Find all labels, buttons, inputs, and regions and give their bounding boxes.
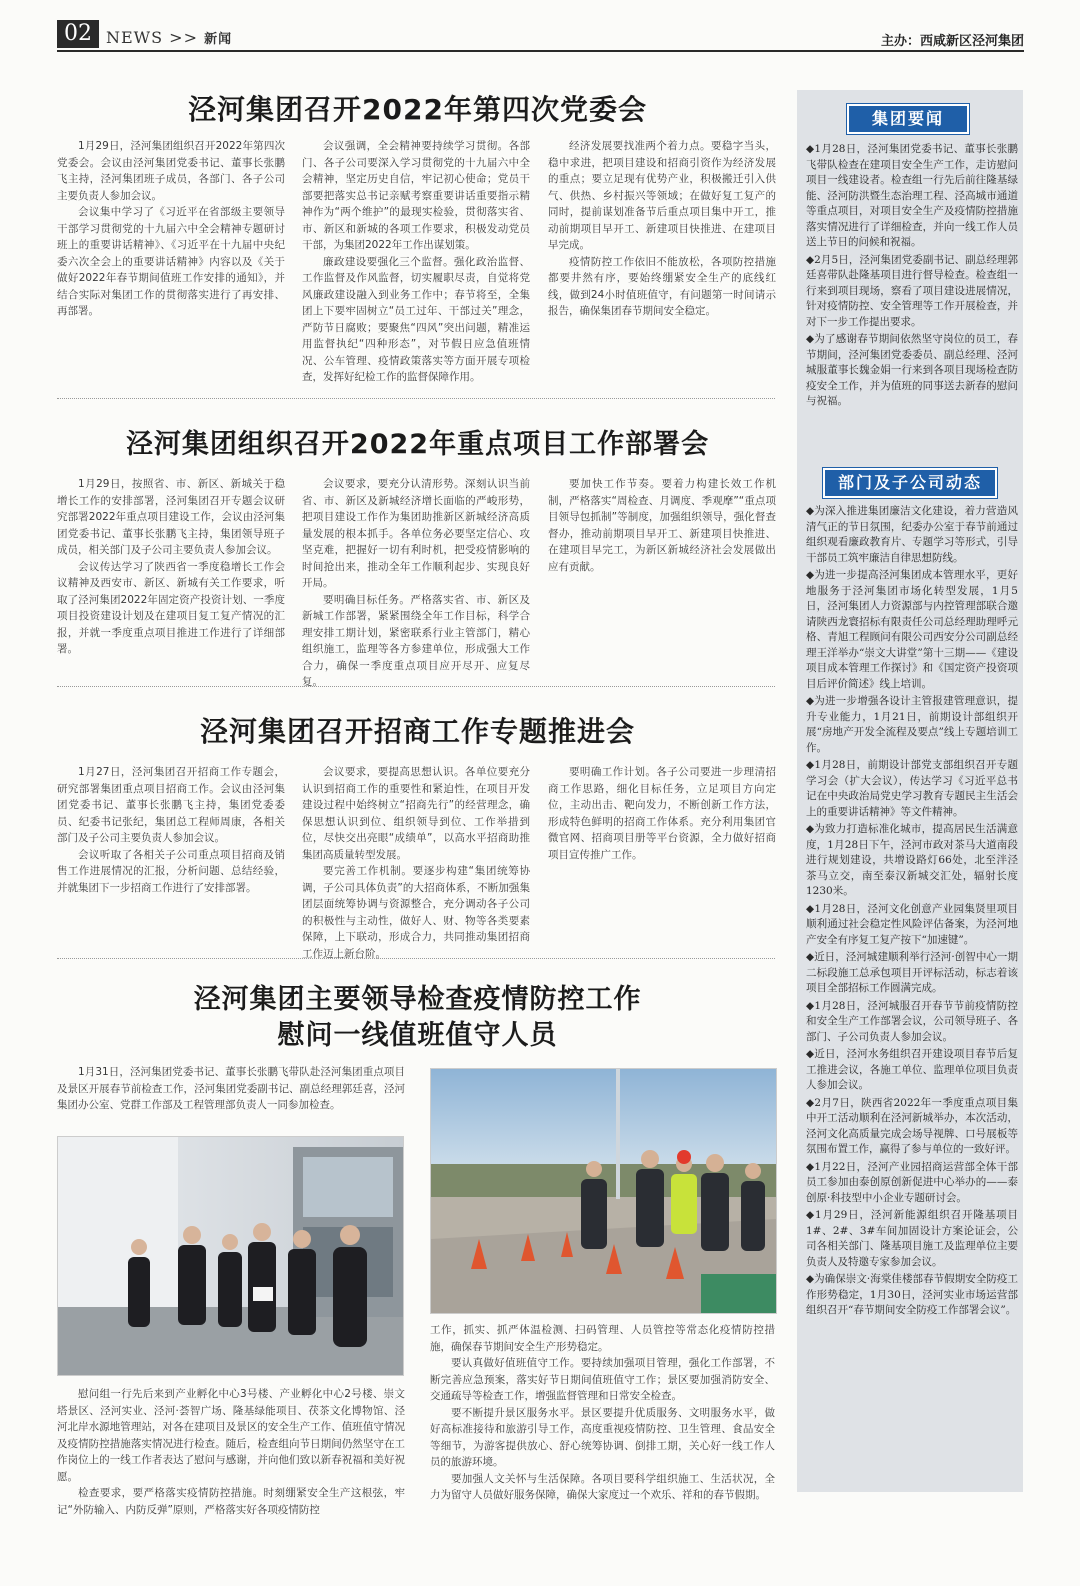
article4-title <box>60 982 775 1054</box>
article2-col2 <box>302 476 530 688</box>
photo-indoor-svg <box>58 1137 403 1375</box>
article1-col1 <box>57 138 285 378</box>
sidebar-item: ◆1月28日，泾河文化创意产业园集贤里项目顺利通过社会稳定性风险评估备案，为泾河地产安全有序复工复产按下“加速键”。 <box>806 902 1018 946</box>
article4-para: 1月31日，泾河集团党委书记、董事长张鹏飞带队赴泾河集团重点项目及景区开展春节前检查工作，泾河集团党委副书记、副总经理郭廷喜，泾河集团办公室、党群工作部及工程管理部负责人一同参加检查。 <box>57 1066 405 1111</box>
divider <box>57 398 775 399</box>
article2-para: 会议传达学习了陕西省一季度稳增长工作会议精神及西安市、新区、新城有关工作要求，听取了泾河集团2022年固定资产投资计划、一季度项目投资建设计划及在建项目复工复产情况的汇报，并就一季度重点项目推进工作进行了详细部署。 <box>57 560 285 655</box>
section-cn: 新闻 <box>204 32 233 47</box>
article4-para: 慰问组一行先后来到产业孵化中心3号楼、产业孵化中心2号楼、崇文塔景区、泾河实业、泾河·荟智广场、隆基绿能项目、茯茶文化博物馆、泾河北岸水源地管理站，对各在建项目及景区的安全生产工作、值班值守情况及疫情防控措施落实情况进行检查。随后，检查组向节日期间仍然坚守在工作岗位上的一线工作者表达了慰问与感谢，并向他们致以新春祝福和美好祝愿。 <box>57 1388 405 1483</box>
article1-para: 1月29日，泾河集团组织召开2022年第四次党委会。会议由泾河集团党委书记、董事长张鹏飞主持，泾河集团班子成员，各部门、各子公司主要负责人参加会议。 <box>57 140 285 202</box>
sidebar-item: ◆为确保崇文·海棠佳楼部春节假期安全防疫工作形势稳定，1月30日，泾河实业市场运营部组织召开“春节期间安全防疫工作部署会议”。 <box>806 1273 1018 1316</box>
sidebar-item: ◆2月5日，泾河集团党委副书记、副总经理郭廷喜带队赴隆基项目进行督导检查。检查组一行来到项目现场，察看了项目建设进展情况，针对疫情防控、安全管理等工作开展检查，并对下一步工作提出要求。 <box>806 253 1018 328</box>
article1-para: 疫情防控工作依旧不能放松，各项防控措施都要井然有序，要始终绷紧安全生产的底线红线，做到24小时值班值守，有问题第一时间请示报告，确保集团春节期间安全稳定。 <box>548 255 776 317</box>
article1-col2 <box>302 138 530 383</box>
article4-title-line1: 泾河集团主要领导检查疫情防控工作 <box>193 984 642 1015</box>
sidebar-item: ◆为了感谢春节期间依然坚守岗位的员工，春节期间，泾河集团党委委员、副总经理、泾河城服董事长魏金娟一行来到各项目现场检查防疫安全工作，并为值班的同事送去新春的慰问与祝福。 <box>806 333 1018 407</box>
article4-para: 工作，抓实、抓严体温检测、扫码管理、人员管控等常态化疫情防控措施，确保春节期间安全生产形势稳定。 <box>430 1324 775 1353</box>
article4-para: 要加强人文关怀与生活保障。各项目要科学组织施工、生活状况，全力为留守人员做好服务保障，确保大家度过一个欢乐、祥和的春节假期。 <box>430 1472 775 1501</box>
article4-para: 要不断提升景区服务水平。景区要提升优质服务、文明服务水平，做好高标准接待和旅游引导工作，高度重视疫情防控、卫生管理、食品安全等细节，为游客提供放心、舒心统筹协调、倒排工期，关心好一线工作人员的旅游环境。 <box>430 1406 775 1468</box>
article3-para: 会议要求，要提高思想认识。各单位要充分认识到招商工作的重要性和紧迫性，在项目开发建设过程中始终树立“招商先行”的经营理念，确保思想认识到位、组织领导到位、工作举措到位，尽快交出亮眼“成绩单”，以高水平招商助推集团高质量转型发展。 <box>302 766 530 861</box>
sidebar-item: ◆为进一步增强各设计主管报建管理意识，提升专业能力，1月21日，前期设计部组织开展“房地产开发全流程及要点”线上专题培训工作。 <box>806 695 1018 754</box>
sidebar-item: ◆近日，泾河水务组织召开建设项目春节后复工推进会议，各施工单位、监理单位项目负责人参加会议。 <box>806 1048 1018 1091</box>
article2-para: 要明确目标任务。严格落实省、市、新区及新城工作部署，紧紧围绕全年工作目标，科学合理安排工期计划，紧密联系行业主管部门，精心组织施工，监理等各方参建单位，形成强大工作合力，确保一季度重点项目应开尽开、应复尽复。 <box>302 593 530 688</box>
article1-col3 <box>548 138 776 378</box>
photo-site-svg <box>431 1069 776 1313</box>
article4-left-col <box>57 1386 405 1516</box>
sidebar-tag-news: 集团要闻 <box>847 104 969 134</box>
sidebar-tag-dept: 部门及子公司动态 <box>823 468 997 498</box>
article2-col1 <box>57 476 285 672</box>
sidebar-item: ◆为进一步提高泾河集团成本管理水平，更好地服务于泾河集团市场化转型发展，1月5日，泾河集团人力资源部与内控管理部联合邀请陕西龙寰招标有限责任公司总经理助理呼元格、青旭工程顾问有限公司西安分公司副总经理王洋举办“崇文大讲堂”第十三期——《建设项目成本管理工作探讨》和《国定资产投资项目后评价简述》线上培训。 <box>806 569 1018 690</box>
article4-para: 要认真做好值班值守工作。要持续加强项目管理，强化工作部署，不断完善应急预案，落实好节日期间值班值守工作；景区要加强消防安全、交通疏导等检查工作，增强监督管理和日常安全检查。 <box>430 1357 775 1402</box>
article4-right-col <box>430 1322 775 1504</box>
header-rule <box>57 50 1024 52</box>
section-en: NEWS >> <box>106 28 198 47</box>
section-label <box>106 28 232 47</box>
sidebar-item: ◆1月28日，前期设计部党支部组织召开专题学习会（扩大会议），传达学习《习近平总书记在中央政治局党史学习教育专题民主生活会上的重要讲话精神》等文件精神。 <box>806 759 1018 818</box>
article3-title: 泾河集团召开招商工作专题推进会 <box>199 715 635 748</box>
article1-para: 会议强调，全会精神要持续学习贯彻。各部门、各子公司要深入学习贯彻党的十九届六中全会精神，坚定历史自信，牢记初心使命；党员干部要把落实总书记亲赋考察重要讲话重要指示精神作为“两个维护”的最现实检验，贯彻落实省、市、新区和新城的各项工作要求，积极发动党员干部，为集团2022年工作出谋划策。 <box>302 140 530 251</box>
sidebar-group-dept <box>806 504 1018 1488</box>
sidebar-item: ◆为致力打造标准化城市，提高居民生活满意度，1月28日下午，泾河市政对茶马大道南段进行规划建设，共增设路灯66处，北至泮泾茶马立交，南至泰汉新城交汇处，辐射长度1230米。 <box>806 823 1018 897</box>
article1-para: 会议集中学习了《习近平在省部级主要领导干部学习贯彻党的十九届六中全会精神专题研讨班上的重要讲话精神》、《习近平在十九届中央纪委六次全会上的重要讲话精神》内容以及《关于做好2022年春节期间值班工作安排的通知》，并结合实际对集团工作的贯彻落实进行了再安排、再部署。 <box>57 206 285 317</box>
article1-para: 廉政建设要强化三个监督。强化政治监督、工作监督及作风监督，切实履职尽责，自觉将党风廉政建设融入到业务工作中；春节将至，全集团上下要牢固树立“员工过年、干部过关”理念，严防节日腐败；要聚焦“四风”突出问题，精准运用监督执纪“四种形态”，对节假日应急值班情况、公车管理、疫情政策落实等方面开展专项检查，发挥好纪检工作的监督保障作用。 <box>302 255 530 383</box>
sidebar-item: ◆1月29日，泾河新能源组织召开隆基项目1#、2#、3#车间加固设计方案论证会，公司各相关部门、隆基项目施工及监理单位主要负责人及特邀专家参加会议。 <box>806 1209 1018 1268</box>
photo-site-inspection <box>430 1068 777 1314</box>
article1-title: 泾河集团召开2022年第四次党委会 <box>188 93 647 126</box>
article3-para: 要完善工作机制。要逐步构建“集团统筹协调，子公司具体负责”的大招商体系，不断加强集团层面统筹协调与资源整合，充分调动各子公司的积极性与主动性，做好人、财、物等各类要素保障，上下联动，形成合力，共同推动集团招商工作迈上新台阶。 <box>302 865 530 960</box>
article3-para: 要明确工作计划。各子公司要进一步理清招商工作思路，细化目标任务，立足项目方向定位，主动出击、靶向发力，不断创新工作方法，形成特色鲜明的招商工作体系。充分利用集团官微官网、招商项目册等平台资源，全力做好招商项目宣传推广工作。 <box>548 766 776 861</box>
article4-intro <box>57 1064 405 1132</box>
article1-para: 经济发展要找准两个着力点。要稳字当头，稳中求进，把项目建设和招商引资作为经济发展的重点；要立足现有优势产业，积极搬迁引入供气、供热、乡村振兴等领域；在做好复工复产的同时，提前谋划准备节后重点项目集中开工，推动前期项目早开工、新建项目快推进、在建项目早完成。 <box>548 140 776 251</box>
article2-para: 会议要求，要充分认清形势。深刻认识当前省、市、新区及新城经济增长面临的严峻形势，把项目建设工作作为集团助推新区新城经济高质量发展的根本抓手。各单位务必要坚定信心、攻坚克难，把握好一切有利时机，把受疫情影响的时间抢出来，推动全年工作顺利起步、实现良好开局。 <box>302 478 530 589</box>
sidebar-item: ◆近日，泾河城建顺利举行泾河·创智中心一期二标段施工总承包项目开评标活动，标志着该项目全部招标工作圆满完成。 <box>806 951 1018 994</box>
article4-para: 检查要求，要严格落实疫情防控措施。时刻绷紧安全生产这根弦，牢记“外防输入、内防反弹”原则，严格落实好各项疫情防控 <box>57 1487 405 1516</box>
article2-para: 要加快工作节奏。要着力构建长效工作机制，严格落实“周检查、月调度、季观摩”“重点项目领导包抓制”等制度，加强组织领导，强化督查督办，推动前期项目早开工、新建项目快推进、在建项目早完工，为新区新城经济社会发展做出应有贡献。 <box>548 478 776 573</box>
article3-col2 <box>302 764 530 960</box>
photo-indoor-inspection <box>57 1136 404 1376</box>
article2-col3 <box>548 476 776 672</box>
sidebar-item: ◆1月28日，泾河城服召开春节节前疫情防控和安全生产工作部署会议，公司领导班子、各部门、子公司负责人参加会议。 <box>806 999 1018 1043</box>
article3-para: 1月27日，泾河集团召开招商工作专题会，研究部署集团重点项目招商工作。会议由泾河集团党委书记、董事长张鹏飞主持，集团党委委员、纪委书记张纪，集团总工程师周康，各相关部门及子公司主要负责人参加会议。 <box>57 766 285 844</box>
sidebar-item: ◆1月22日，泾河产业园招商运营部全体干部员工参加由泰创原创新促进中心举办的——泰创原·科技型中小企业专题研讨会。 <box>806 1160 1018 1204</box>
article3-col3 <box>548 764 776 944</box>
sponsor-text: 主办：西咸新区泾河集团 <box>880 34 1024 49</box>
sidebar-item: ◆2月7日，陕西省2022年一季度重点项目集中开工活动顺利在泾河新城举办，本次活动，泾河文化高质量完成会场导视牌、口号展板等氛围布置工作，赢得了参与单位的一致好评。 <box>806 1096 1018 1155</box>
divider <box>57 958 775 959</box>
article3-para: 会议听取了各相关子公司重点项目招商及销售工作进展情况的汇报，分析问题、总结经验，并就集团下一步招商工作进行了安排部署。 <box>57 848 285 894</box>
page-number: 02 <box>57 20 99 48</box>
sidebar-item: ◆1月28日，泾河集团党委书记、董事长张鹏飞带队检查在建项目安全生产工作，走访慰问项目一线建设者。检查组一行先后前往隆基绿能、泾河防洪暨生态治理工程、泾高城市通道等重点项目，对项目安全生产及疫情防控措施落实情况进行了详细检查，并向一线工作人员送上节日的问候和祝福。 <box>806 143 1018 248</box>
article2-title: 泾河集团组织召开2022年重点项目工作部署会 <box>125 429 710 460</box>
page-header <box>0 0 1080 60</box>
divider <box>57 686 775 687</box>
article4-title-line2: 慰问一线值班值守人员 <box>277 1020 558 1051</box>
sidebar-group-news <box>806 142 1018 462</box>
sidebar-item: ◆为深入推进集团廉洁文化建设，着力营造风清气正的节日氛围，纪委办公室于春节前通过组织观看廉政教育片、专题学习等形式，引导干部员工筑牢廉洁自律思想防线。 <box>806 505 1018 564</box>
article3-col1 <box>57 764 285 944</box>
article2-para: 1月29日，按照省、市、新区、新城关于稳增长工作的安排部署，泾河集团召开专题会议研究部署2022年重点项目建设工作，会议由泾河集团党委书记、董事长张鹏飞主持，集团领导班子成员，相关部门及子公司主要负责人参加会议。 <box>57 478 285 556</box>
